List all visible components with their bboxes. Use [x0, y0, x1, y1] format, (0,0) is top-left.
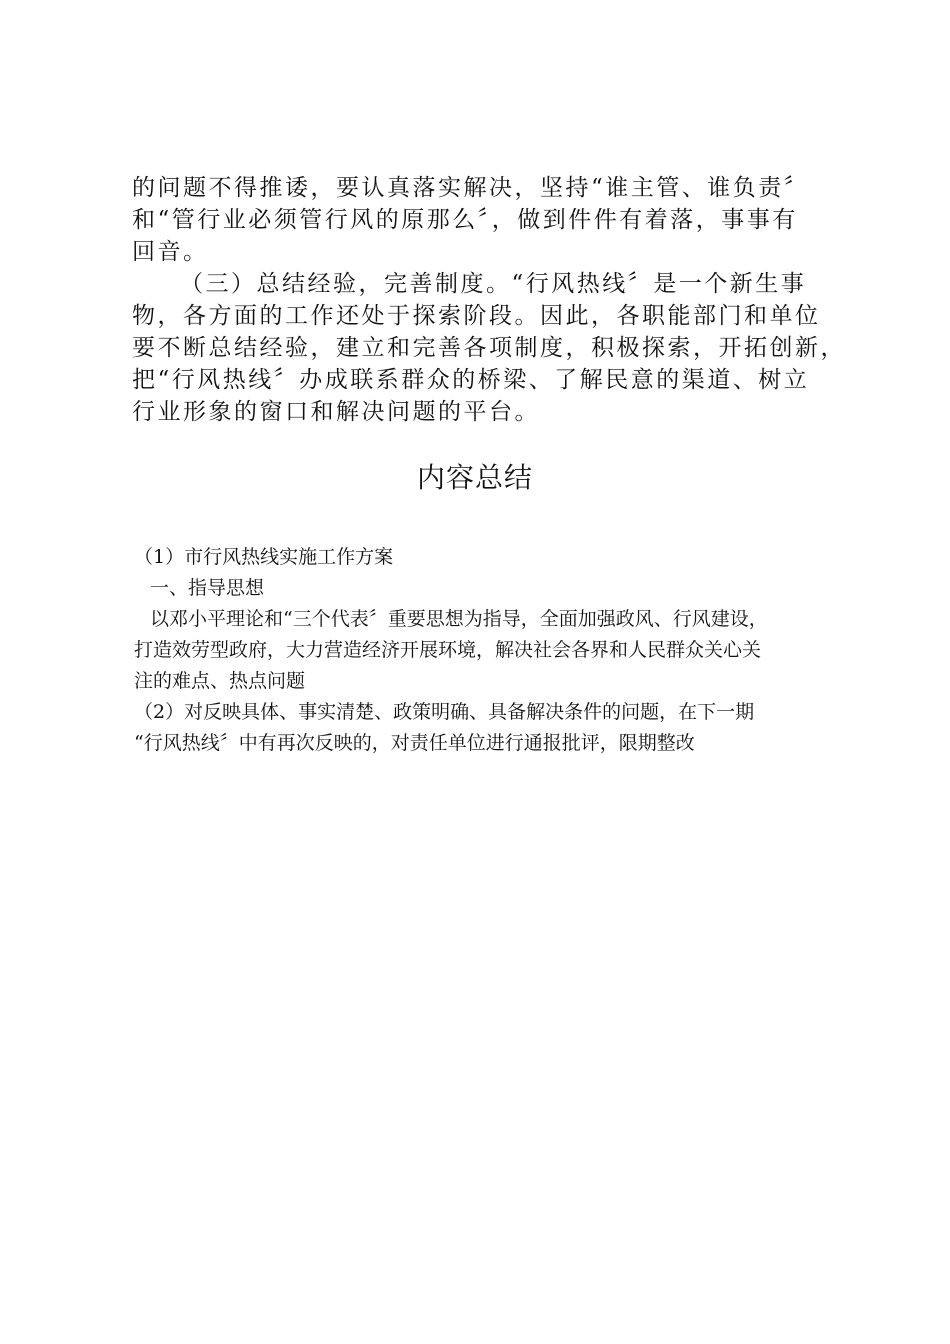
- summary-line: 打造效劳型政府，大力营造经济开展环境，解决社会各界和人民群众关心关: [134, 639, 762, 661]
- body-line: （三）总结经验，完善制度。“行风热线〞是一个新生事: [180, 271, 807, 297]
- summary-title: 内容总结: [416, 461, 533, 494]
- summary-line: 注的难点、热点问题: [134, 670, 306, 692]
- body-line: 物，各方面的工作还处于探索阶段。因此，各职能部门和单位: [132, 303, 821, 329]
- summary-line: “行风热线〞中有再次反映的，对责任单位进行通报批评，限期整改: [134, 732, 695, 754]
- summary-line: 以邓小平理论和“三个代表〞重要思想为指导，全面加强政风、行风建设，: [150, 608, 768, 630]
- summary-line: 一、指导思想: [150, 577, 265, 599]
- body-line: 的问题不得推诿，要认真落实解决，坚持“谁主管、谁负责〞: [132, 175, 810, 201]
- body-line: 要不断总结经验，建立和完善各项制度，积极探索，开拓创新，: [132, 335, 846, 361]
- summary-line: （1）市行风热线实施工作方案: [134, 546, 394, 568]
- summary-line: （2）对反映具体、事实清楚、政策明确、具备解决条件的问题，在下一期: [134, 701, 755, 723]
- body-line: 行业形象的窗口和解决问题的平台。: [132, 399, 540, 425]
- body-line: 把“行风热线〞办成联系群众的桥梁、了解民意的渠道、树立: [132, 367, 810, 393]
- body-line: 和“管行业必须管行风的原那么〞，做到件件有着落，事事有: [132, 207, 798, 233]
- body-text: [132, 172, 846, 428]
- body-line: 回音。: [132, 239, 209, 265]
- summary-section: [134, 542, 834, 759]
